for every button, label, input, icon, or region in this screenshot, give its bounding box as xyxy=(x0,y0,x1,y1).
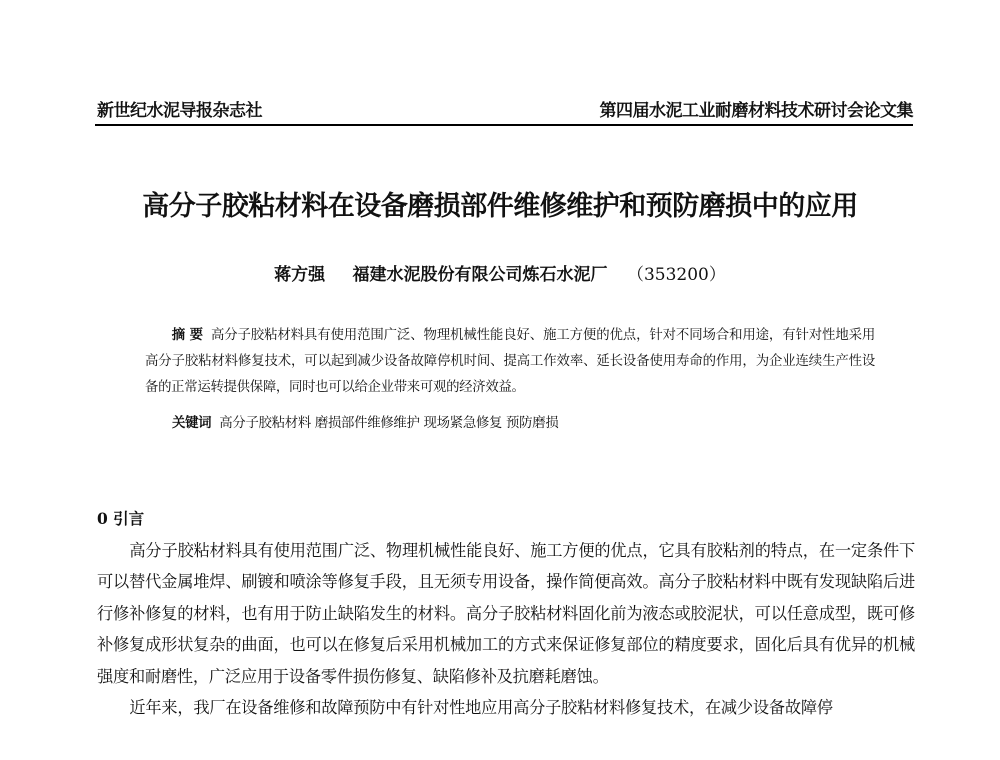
keywords-text: 高分子胶粘材料 磨损部件维修维护 现场紧急修复 预防磨损 xyxy=(219,416,559,431)
abstract xyxy=(145,322,875,401)
keywords xyxy=(172,410,558,437)
author-line xyxy=(0,260,1000,285)
paragraph: 近年来，我厂在设备维修和故障预防中有针对性地应用高分子胶粘材料修复技术，在减少设备故障停 xyxy=(129,698,833,718)
author-affiliation: 福建水泥股份有限公司炼石水泥厂 xyxy=(352,265,608,285)
paragraph: 高分子胶粘材料具有使用范围广泛、物理机械性能良好、施工方便的优点，它具有胶粘剂的特点，在一定条件下可以替代金属堆焊、刷镀和喷涂等修复手段，且无须专用设备，操作简便高效。高分子胶粘材料中既有发现缺陷后进行修补修复的材料，也有用于防止缺陷发生的材料。高分子胶粘材料固化前为液态或胶泥状，可以任意成型，既可修补修复成形状复杂的曲面，也可以在修复后采用机械加工的方式来保证修复部位的精度要求，固化后具有优异的机械强度和耐磨性，广泛应用于设备零件损伤修复、缺陷修补及抗磨耗磨蚀。 xyxy=(97,541,915,686)
body-text xyxy=(97,535,915,723)
author-postcode: （353200） xyxy=(626,265,726,285)
abstract-label: 摘 要 xyxy=(171,327,203,343)
author-name: 蒋方强 xyxy=(274,265,326,285)
abstract-text: 高分子胶粘材料具有使用范围广泛、物理机械性能良好、施工方便的优点，针对不同场合和用途，有针对性地采用高分子胶粘材料修复技术，可以起到减少设备故障停机时间、提高工作效率、延长设备使用寿命的作用，为企业连续生产性设备的正常运转提供保障，同时也可以给企业带来可观的经济效益。 xyxy=(145,328,876,395)
paper-title: 高分子胶粘材料在设备磨损部件维修维护和预防磨损中的应用 xyxy=(142,191,858,222)
section-heading: 0 引言 xyxy=(97,509,145,528)
journal-name: 新世纪水泥导报杂志社 xyxy=(97,101,262,121)
running-header xyxy=(95,94,913,126)
proceedings-name: 第四届水泥工业耐磨材料技术研讨会论文集 xyxy=(599,101,913,121)
keywords-label: 关键词 xyxy=(172,415,212,431)
